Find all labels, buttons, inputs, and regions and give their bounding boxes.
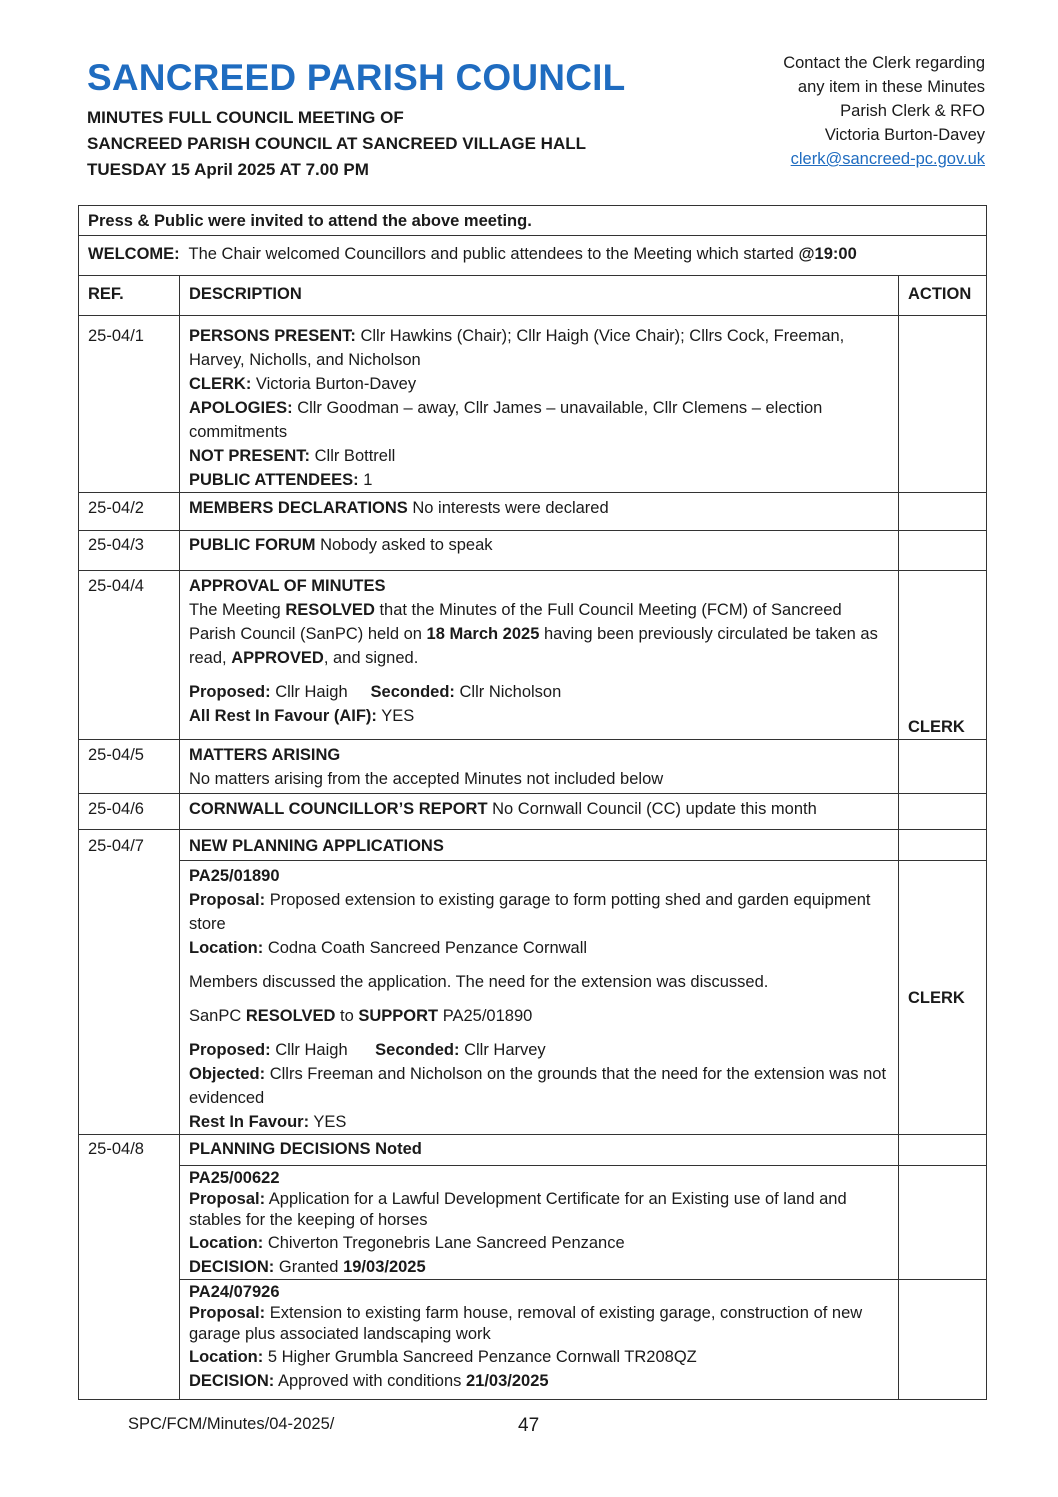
item-ref: 25-04/3 (79, 531, 180, 571)
contact-line: Victoria Burton-Davey (824, 126, 985, 144)
meeting-subtitle (87, 105, 586, 183)
item-heading: PLANNING DECISIONS Noted (180, 1135, 899, 1166)
page-number: 47 (518, 1415, 540, 1436)
table-row (79, 316, 987, 493)
column-header-row (79, 276, 987, 316)
item-ref: 25-04/7 (79, 830, 180, 1135)
item-description: APPROVAL OF MINUTES The Meeting RESOLVED that the Minutes of the Full Council Meeting (FCM) of Sancreed Parish Council (SanPC) held on 18 March 2025 having been previously circulated be taken as read, APPROVED, and signed. Proposed: Cllr Haigh Seconded: Cllr Nicholson All Rest In Favour (AIF): YES (180, 571, 899, 740)
item-ref: 25-04/6 (79, 794, 180, 830)
planning-decision: PA25/00622 Proposal: Application for a Lawful Development Certificate for an Existing use of land and stables for the keeping of horses Location: Chiverton Tregonebris Lane Sancreed Penzance DECISION: Granted 19/03/2025 (180, 1166, 899, 1280)
press-note: Press & Public were invited to attend the above meeting. (79, 206, 987, 236)
item-action: CLERK (899, 861, 987, 1135)
item-action (899, 531, 987, 571)
item-action (899, 1166, 987, 1280)
item-action (899, 316, 987, 493)
item-description: PERSONS PRESENT: Cllr Hawkins (Chair); Cllr Haigh (Vice Chair); Cllrs Cock, Freeman, Harvey, Nicholls, and Nicholson CLERK: Victoria Burton-Davey APOLOGIES: Cllr Goodman – away, Cllr James – unavailable, Cllr Clemens – election commitments NOT PRESENT: Cllr Bottrell PUBLIC ATTENDEES: 1 (180, 316, 899, 493)
item-description: CORNWALL COUNCILLOR’S REPORT No Cornwall Council (CC) update this month (180, 794, 899, 830)
item-ref: 25-04/1 (79, 316, 180, 493)
table-row (79, 830, 987, 861)
contact-line: Parish Clerk & RFO (840, 102, 985, 120)
welcome-text: The Chair welcomed Councillors and public attendees to the Meeting which started (188, 245, 799, 263)
press-row (79, 206, 987, 236)
item-ref: 25-04/8 (79, 1135, 180, 1400)
item-action (899, 830, 987, 861)
welcome-row (79, 236, 987, 276)
subtitle-line: MINUTES FULL COUNCIL MEETING OF (87, 108, 404, 127)
welcome-label: WELCOME: (88, 245, 180, 263)
table-row (79, 861, 987, 1135)
contact-line: Contact the Clerk regarding (783, 54, 985, 72)
document-reference: SPC/FCM/Minutes/04-2025/ (128, 1415, 335, 1433)
ref-column-header: REF. (79, 276, 180, 316)
table-row (79, 740, 987, 794)
contact-line: any item in these Minutes (797, 78, 985, 96)
clerk-email-link[interactable]: clerk@sancreed-pc.gov.uk (790, 150, 985, 168)
welcome-time: @19:00 (798, 245, 857, 263)
table-row (79, 571, 987, 740)
item-action (899, 794, 987, 830)
item-action (899, 740, 987, 794)
table-row (79, 493, 987, 531)
planning-decision: PA24/07926 Proposal: Extension to existing farm house, removal of existing garage, construction of new garage plus associated landscaping work Location: 5 Higher Grumbla Sancreed Penzance Cornwall TR208QZ DECISION: Approved with conditions 21/03/2025 (180, 1280, 899, 1400)
item-action (899, 1135, 987, 1166)
item-action (899, 493, 987, 531)
item-description: PA25/01890 Proposal: Proposed extension to existing garage to form potting shed and garden equipment store Location: Codna Coath Sancreed Penzance Cornwall Members discussed the application. The need for the extension was discussed. SanPC RESOLVED to SUPPORT PA25/01890 Proposed: Cllr Haigh Seconded: Cllr Harvey Objected: Cllrs Freeman and Nicholson on the grounds that the need for the extension was not evidenced Rest In Favour: YES (180, 861, 899, 1135)
table-row (79, 1135, 987, 1166)
description-column-header: DESCRIPTION (180, 276, 899, 316)
item-action (899, 1280, 987, 1400)
minutes-table (78, 205, 987, 1400)
table-row (79, 1280, 987, 1400)
table-row (79, 1166, 987, 1280)
item-description: PUBLIC FORUM Nobody asked to speak (180, 531, 899, 571)
table-row (79, 794, 987, 830)
item-ref: 25-04/5 (79, 740, 180, 794)
item-ref: 25-04/2 (79, 493, 180, 531)
table-row (79, 531, 987, 571)
item-description: MEMBERS DECLARATIONS No interests were declared (180, 493, 899, 531)
item-action: CLERK (899, 571, 987, 740)
clerk-contact-block (783, 51, 985, 171)
item-heading: NEW PLANNING APPLICATIONS (180, 830, 899, 861)
action-column-header: ACTION (899, 276, 987, 316)
item-description: MATTERS ARISING No matters arising from the accepted Minutes not included below (180, 740, 899, 794)
subtitle-line: SANCREED PARISH COUNCIL AT SANCREED VILLAGE HALL (87, 134, 587, 153)
council-title: SANCREED PARISH COUNCIL (87, 57, 626, 98)
subtitle-line: TUESDAY 15 April 2025 AT 7.00 PM (87, 160, 369, 179)
item-ref: 25-04/4 (79, 571, 180, 740)
